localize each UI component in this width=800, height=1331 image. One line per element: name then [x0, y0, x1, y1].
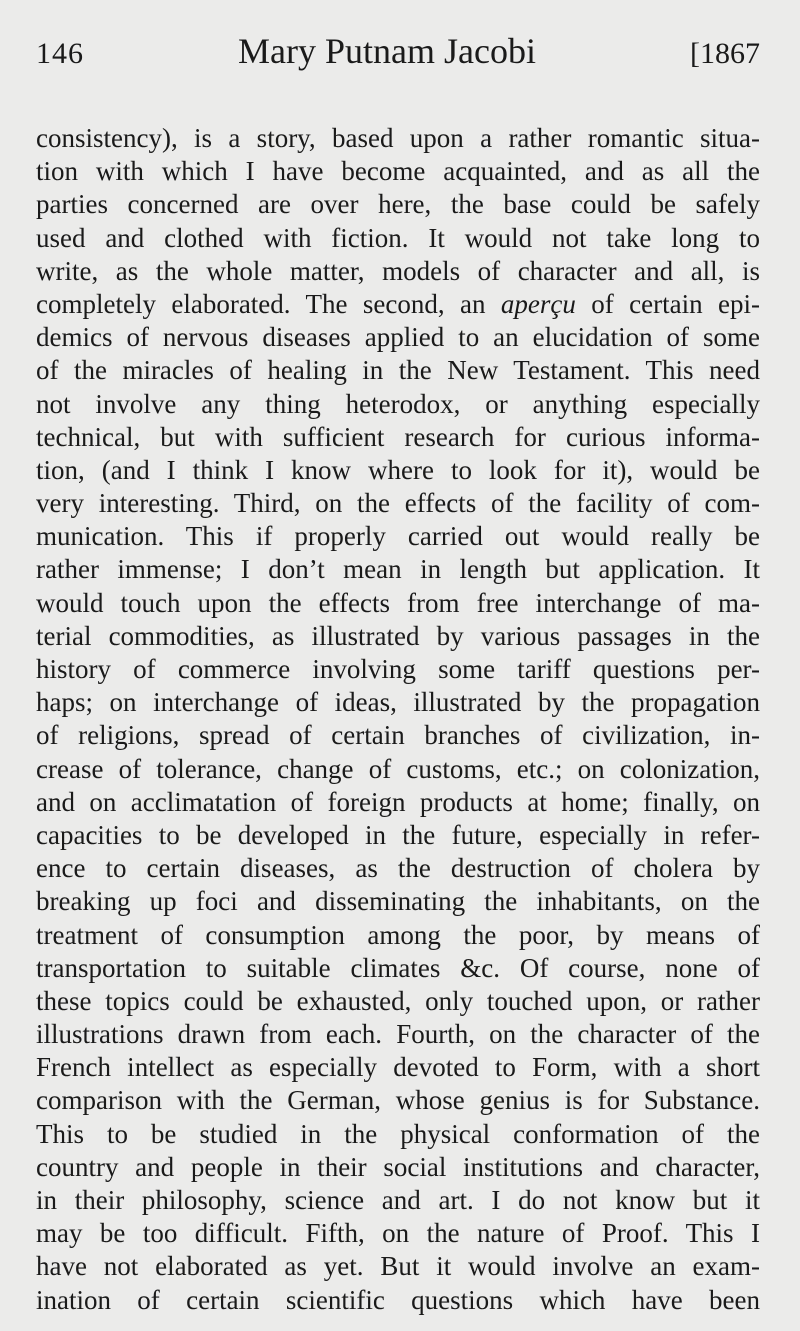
text-line: treatment of consumption among the poor, by means of	[36, 919, 760, 950]
text-line: haps; on interchange of ideas, illustrated by the propagation	[36, 687, 760, 718]
text-line: history of commerce involving some tariff questions per-	[36, 654, 760, 684]
text-line: comparison with the German, whose genius is for Substance.	[36, 1085, 760, 1116]
text-line: in their philosophy, science and art. I do not know but it	[36, 1185, 760, 1215]
text-line: these topics could be exhausted, only touched upon, or rather	[36, 985, 760, 1016]
running-title: Mary Putnam Jacobi	[238, 31, 536, 71]
text-line: parties concerned are over here, the base could be safely	[36, 189, 760, 220]
body-text	[36, 122, 760, 1317]
text-line: very interesting. Third, on the effects of the facility of com-	[36, 488, 760, 519]
text-fragment: of certain epi-	[575, 288, 760, 319]
text-line: of the miracles of healing in the New Testament. This need	[36, 355, 760, 386]
text-line: and on acclimatation of foreign products at home; finally, on	[36, 786, 760, 817]
text-line: terial commodities, as illustrated by various passages in the	[36, 620, 760, 651]
italic-term: aperçu	[500, 288, 576, 319]
text-line: would touch upon the effects from free interchange of ma-	[36, 587, 760, 618]
text-line: crease of tolerance, change of customs, etc.; on colonization,	[36, 753, 760, 784]
text-line: This to be studied in the physical conformation of the	[36, 1118, 760, 1149]
text-line: tion, (and I think I know where to look for it), would be	[36, 454, 760, 485]
text-line: French intellect as especially devoted to Form, with a short	[36, 1052, 760, 1083]
text-line: ination of certain scientific questions which have been	[36, 1284, 760, 1315]
text-line: write, as the whole matter, models of character and all, is	[36, 255, 760, 286]
text-line: consistency), is a story, based upon a rather romantic situa-	[36, 123, 760, 153]
text-fragment: completely elaborated. The second, an	[36, 288, 501, 319]
running-year: [1867	[689, 37, 760, 70]
text-line: tion with which I have become acquainted, and as all the	[36, 156, 760, 187]
text-line: country and people in their social institutions and character,	[36, 1151, 760, 1182]
text-line: capacities to be developed in the future, especially in refer-	[36, 819, 760, 850]
text-line: ence to certain diseases, as the destruction of cholera by	[36, 853, 760, 884]
text-line: used and clothed with fiction. It would not take long to	[36, 222, 760, 253]
text-line: transportation to suitable climates &c. Of course, none of	[36, 952, 760, 983]
page-number: 146	[36, 37, 84, 70]
text-line: breaking up foci and disseminating the inhabitants, on the	[36, 886, 760, 917]
text-line: munication. This if properly carried out would really be	[36, 521, 760, 552]
text-line: may be too difficult. Fifth, on the nature of Proof. This I	[36, 1218, 760, 1249]
text-line: not involve any thing heterodox, or anything especially	[36, 388, 760, 419]
text-line: have not elaborated as yet. But it would involve an exam-	[36, 1251, 760, 1282]
text-line: demics of nervous diseases applied to an elucidation of some	[36, 322, 760, 353]
text-line: illustrations drawn from each. Fourth, on the character of the	[36, 1019, 760, 1050]
text-line: technical, but with sufficient research for curious informa-	[36, 421, 760, 452]
text-line: of religions, spread of certain branches of civilization, in-	[36, 720, 760, 751]
text-line: rather immense; I don’t mean in length but application. It	[36, 554, 760, 585]
running-header	[36, 30, 760, 88]
text-line	[36, 288, 760, 321]
